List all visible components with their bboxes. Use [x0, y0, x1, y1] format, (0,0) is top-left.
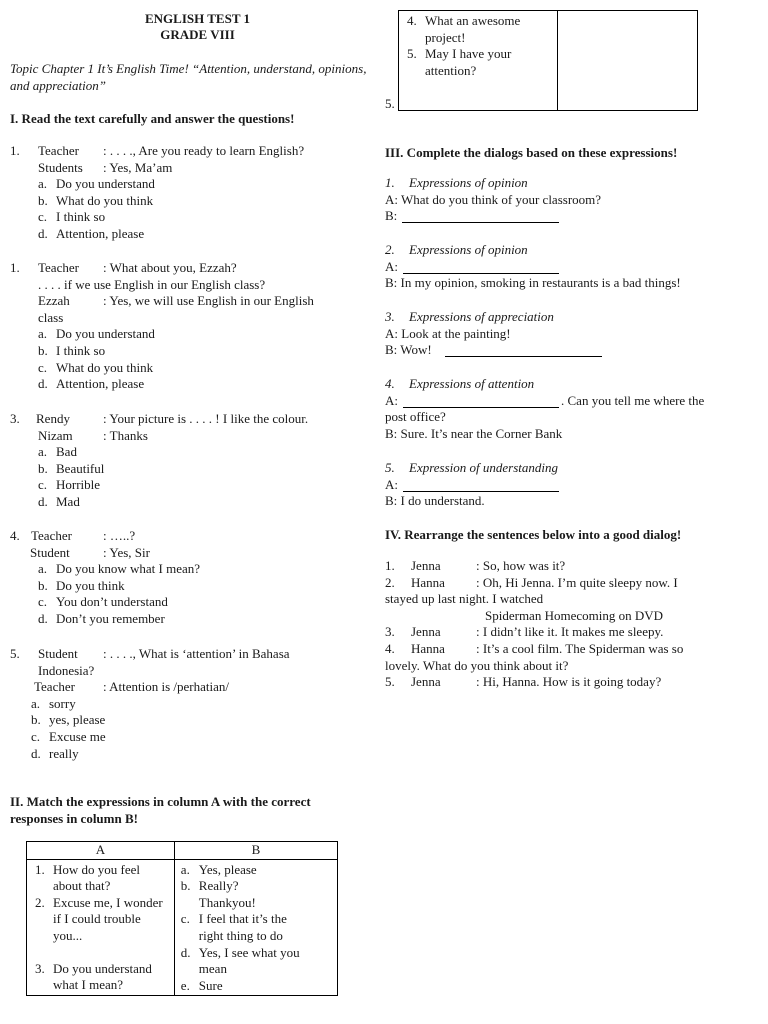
dialog-sentence: 5. Jenna : Hi, Hanna. How is it going today?: [385, 674, 662, 690]
dialog-line: : . . . ., What is ‘attention’ in Bahasa: [103, 646, 290, 661]
speaker: Student: [38, 646, 78, 661]
dialog-line: : Thanks: [103, 427, 148, 443]
speaker: Student: [30, 544, 70, 560]
question-5: [10, 646, 375, 762]
dialog-line: Indonesia?: [38, 662, 95, 678]
dialog-line: : . . . ., Are you ready to learn English?: [103, 143, 305, 158]
column-b-item: e. Sure: [180, 977, 223, 993]
dialog-line: B: Sure. It’s near the Corner Bank: [385, 425, 563, 441]
dialog-line: : …..?: [103, 528, 136, 543]
dialog-line: B: Wow!: [385, 342, 432, 358]
item-number: 4.: [385, 376, 395, 391]
option-b[interactable]: b. I think so: [38, 342, 106, 358]
test-title: ENGLISH TEST 1: [144, 11, 250, 26]
column-b-header: B: [174, 842, 337, 860]
column-b-item: d. Yes, I see what you mean: [180, 944, 300, 977]
item-number: 1.: [385, 175, 395, 190]
column-a-cell: [399, 11, 558, 111]
question-4: [10, 528, 375, 628]
item-title: Expressions of attention: [409, 376, 535, 391]
answer-blank[interactable]: [403, 261, 559, 274]
section1-heading: I. Read the text carefully and answer the questions!: [10, 111, 295, 126]
column-a-item: 4. What an awesome project!: [407, 13, 521, 45]
dialog-line: B:: [385, 208, 398, 224]
topic-line: Topic Chapter 1 It’s English Time! “Attention, understand, opinions, and appreciation”: [10, 61, 367, 93]
option-d[interactable]: d. Mad: [38, 493, 80, 509]
question-3: [10, 411, 375, 511]
dialog-item-3: [385, 309, 755, 359]
question-1: [10, 143, 375, 243]
dialog-line: : Your picture is . . . . ! I like the colour.: [103, 411, 309, 426]
section2-heading: II. Match the expressions in column A with the correct: [10, 794, 311, 809]
option-c[interactable]: c. Excuse me: [31, 728, 106, 744]
dialog-sentence-cont: Spiderman Homecoming on DVD: [485, 607, 664, 623]
column-b-item: c. I feel that it’s the right thing to do: [180, 911, 287, 943]
option-c[interactable]: c. What do you think: [38, 359, 154, 375]
column-a-item: 3. Do you understand what I mean?: [35, 960, 152, 993]
option-b[interactable]: b. Beautiful: [38, 460, 105, 476]
dialog-item-1: [385, 175, 755, 225]
section2-heading-2: responses in column B!: [10, 811, 138, 826]
speaker: Teacher: [38, 143, 79, 158]
stray-number: 5.: [385, 96, 395, 111]
dialog-line: class: [38, 309, 64, 325]
question-number: 1.: [10, 143, 20, 158]
item-title: Expressions of opinion: [409, 242, 528, 257]
answer-blank[interactable]: [403, 395, 559, 408]
matching-table-continued: [398, 10, 698, 111]
dialog-sentence: 1. Jenna : So, how was it?: [385, 558, 566, 573]
question-number: 4.: [10, 528, 20, 543]
answer-blank[interactable]: [402, 210, 559, 223]
dialog-item-5: [385, 460, 755, 510]
answer-blank[interactable]: [445, 344, 602, 357]
speaker: Teacher: [31, 528, 72, 543]
column-a-header: A: [27, 842, 175, 860]
speaker: Teacher: [34, 679, 75, 695]
column-a-cell: [27, 859, 175, 996]
option-b[interactable]: b. yes, please: [31, 712, 106, 728]
dialog-sentence: 2. Hanna : Oh, Hi Jenna. I’m quite sleepy now. I: [385, 574, 678, 590]
dialog-line: . Can you tell me where the: [561, 392, 705, 408]
item-title: Expressions of opinion: [409, 175, 528, 190]
item-title: Expression of understanding: [409, 460, 559, 475]
column-b-cell: [558, 11, 698, 111]
section4-heading: IV. Rearrange the sentences below into a good dialog!: [385, 527, 682, 542]
speaker: Teacher: [38, 260, 79, 275]
item-title: Expressions of appreciation: [409, 309, 554, 324]
column-b-item: a. Yes, please: [180, 861, 257, 877]
dialog-sentence-cont: lovely. What do you think about it?: [385, 657, 569, 673]
dialog-sentence-cont: stayed up last night. I watched: [385, 591, 544, 607]
dialog-line: . . . . if we use English in our English class?: [38, 276, 266, 292]
option-a[interactable]: a. Do you understand: [38, 176, 155, 192]
speaker: Rendy: [36, 411, 70, 426]
question-number: 5.: [10, 646, 20, 661]
dialog-item-4: [385, 376, 755, 442]
matching-table: [26, 841, 338, 996]
column-a-item: 1. How do you feel about that?: [35, 861, 141, 894]
dialog-line: B: In my opinion, smoking in restaurants is a bad things!: [385, 275, 681, 291]
item-number: 2.: [385, 242, 395, 257]
dialog-line: : Attention is /perhatian/: [103, 679, 230, 695]
option-a[interactable]: a. Do you understand: [38, 326, 155, 342]
option-d[interactable]: d. Don’t you remember: [38, 610, 165, 626]
option-c[interactable]: c. You don’t understand: [38, 594, 168, 610]
dialog-line: : Yes, Ma’am: [103, 159, 173, 175]
speaker: Nizam: [38, 427, 73, 443]
dialog-line: B: I do understand.: [385, 493, 485, 509]
option-c[interactable]: c. I think so: [38, 209, 106, 225]
option-d[interactable]: d. really: [31, 745, 79, 761]
option-d[interactable]: d. Attention, please: [38, 376, 145, 392]
speaker: Ezzah: [38, 293, 70, 309]
question-number: 1.: [10, 260, 20, 275]
column-a-item: 5. May I have your attention?: [407, 46, 512, 78]
option-a[interactable]: a. Bad: [38, 444, 77, 460]
dialog-line: A:: [385, 476, 398, 492]
item-number: 3.: [385, 309, 395, 324]
option-c[interactable]: c. Horrible: [38, 477, 101, 493]
option-a[interactable]: a. sorry: [31, 695, 76, 711]
rearrange-list: [385, 558, 755, 691]
option-a[interactable]: a. Do you know what I mean?: [38, 561, 201, 577]
question-number: 3.: [10, 411, 20, 426]
column-b-cell: [174, 859, 337, 996]
dialog-line: : What about you, Ezzah?: [103, 260, 237, 275]
option-d[interactable]: d. Attention, please: [38, 225, 145, 241]
dialog-line: : Yes, we will use English in our English: [103, 293, 314, 309]
question-2: [10, 260, 375, 393]
dialog-item-2: [385, 242, 755, 292]
column-b-item: b. Really? Thankyou!: [180, 878, 256, 910]
item-number: 5.: [385, 460, 395, 475]
speaker: Students: [38, 159, 83, 175]
dialog-sentence: 3. Jenna : I didn’t like it. It makes me sleepy.: [385, 624, 664, 640]
answer-blank[interactable]: [403, 479, 559, 492]
dialog-line: A: What do you think of your classroom?: [385, 191, 602, 207]
column-a-item: 2. Excuse me, I wonder if I could trouble you...: [35, 894, 163, 943]
dialog-line: A:: [385, 258, 398, 274]
dialog-sentence: 4. Hanna : It’s a cool film. The Spiderman was so: [385, 640, 684, 656]
dialog-line: : Yes, Sir: [103, 544, 150, 560]
grade-title: GRADE VIII: [160, 27, 235, 42]
option-b[interactable]: b. Do you think: [38, 577, 125, 593]
section3-heading: III. Complete the dialogs based on these expressions!: [385, 145, 678, 160]
dialog-line: A: Look at the painting!: [385, 325, 511, 341]
option-b[interactable]: b. What do you think: [38, 192, 154, 208]
dialog-line: post office?: [385, 409, 446, 425]
dialog-line: A:: [385, 392, 398, 408]
